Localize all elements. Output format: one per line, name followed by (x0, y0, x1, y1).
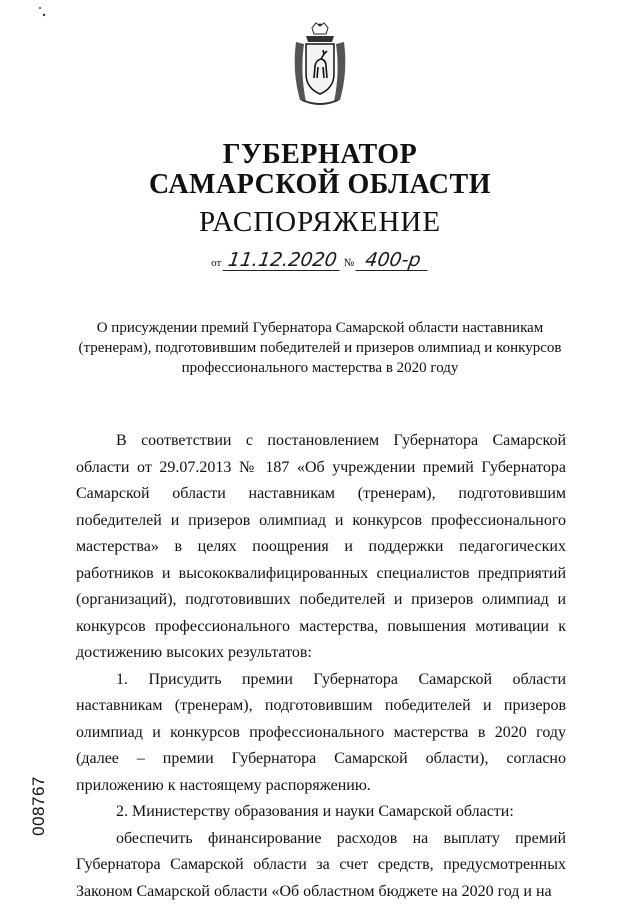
paragraph-item-2-text: обеспечить финансирование расходов на выплату премий Губернатора Самарской области за счет средств, предусмотренных Законом Самарской области «Об областном бюджете на 2020 год и на (76, 829, 566, 900)
coat-of-arms-icon (290, 22, 350, 108)
date-from-label: от (211, 257, 222, 269)
document-type: РАСПОРЯЖЕНИЕ (198, 206, 442, 238)
paragraph-preamble: В соответствии с постановлением Губернатора Самарской области от 29.07.2013 № 187 «Об учреждении премий Губернатора Самарской области наставникам (тренерам), подготовившим победителей и призеров олимпиад и конкурсов профессионального мастерства» в целях поощрения и поддержки педагогических работников и высококвалифицированных специалистов предприятий (организаций), подготовивших победителей и призеров олимпиад и конкурсов профессионального мастерства, повышения мотивации к достижению высоких результатов: (76, 432, 566, 661)
document-body (76, 428, 566, 905)
header-governor: ГУБЕРНАТОР (222, 139, 418, 170)
date-number-line (0, 250, 640, 271)
number-label: № (343, 257, 355, 269)
registration-number (12, 770, 62, 840)
document-subject: О присуждении премий Губернатора Самарской области наставникам (тренерам), подготовившим победителей и призеров олимпиад и конкурсов профессионального мастерства в 2020 году (78, 320, 562, 376)
header-region: САМАРСКОЙ ОБЛАСТИ (149, 169, 491, 200)
registration-number-text: 008767 (29, 776, 48, 836)
handwritten-number: 400-р (355, 250, 430, 271)
paragraph-item-1: 1. Присудить премии Губернатора Самарской области наставникам (тренерам), подготовившим победителей и призеров олимпиад и конкурсов профессионального мастерства в 2020 году (далее – премии Губернатора Самарской области), согласно приложению к настоящему распоряжению. (76, 670, 566, 794)
paragraph-item-2: 2. Министерству образования и науки Самарской области: (116, 803, 514, 820)
handwritten-date: 11.12.2020 (223, 250, 343, 271)
